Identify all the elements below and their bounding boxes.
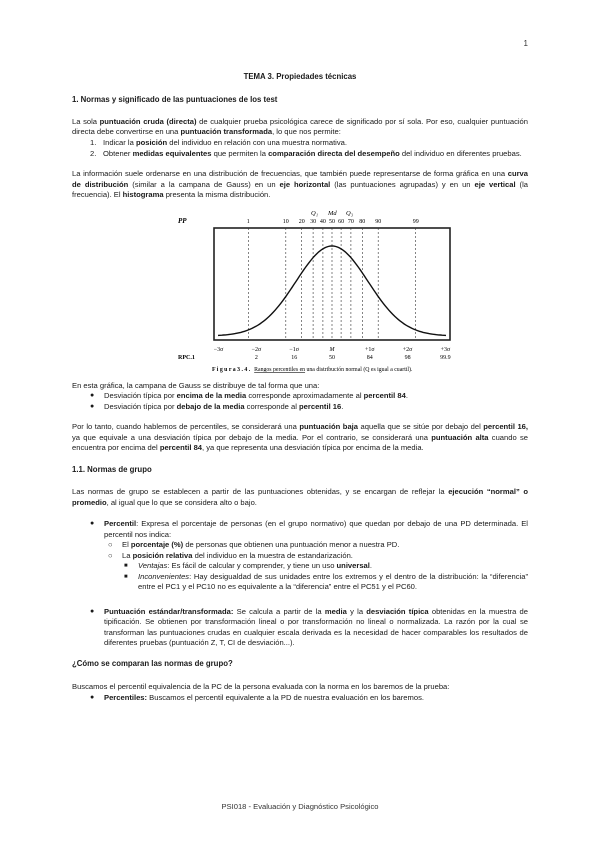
page-footer: PSI018 - Evaluación y Diagnóstico Psicológico (221, 802, 379, 811)
paragraph-puntuacion-cruda: La sola puntuación cruda (directa) de cualquier prueba psicológica carece de significado por sí sola. Por eso, cualquier puntuación directa debe convertirse en una puntuación transformada, lo que nos permite: (72, 116, 528, 136)
section-heading-normas-grupo: 1.1. Normas de grupo (72, 464, 152, 474)
sub-sub-list (124, 561, 528, 592)
percentile-tick-label: 70 (347, 218, 354, 225)
percentile-tick-label: 90 (375, 218, 382, 225)
sigma-label: −3σ (213, 346, 224, 353)
percentile-tick-label: 10 (282, 218, 289, 225)
paragraph-normas-grupo: Las normas de grupo se establecen a partir de las puntuaciones obtenidas, y se encargan de reflejar la ejecución “normal” o promedio, al igual que lo que se considera alto o bajo. (72, 487, 528, 507)
normal-curve-figure (174, 208, 494, 373)
bullet-list-desviacion (90, 391, 528, 412)
percentile-tick-label: 20 (298, 218, 305, 225)
rpc-value: 2 (254, 354, 258, 361)
percentile-tick-label: 40 (319, 218, 326, 225)
sigma-label: +1σ (364, 346, 375, 353)
list-item: 1. Indicar la posición del individuo en relación con una muestra normativa. (90, 138, 347, 148)
document-title: TEMA 3. Propiedades técnicas (243, 72, 357, 81)
sigma-label: +3σ (440, 346, 451, 353)
bullet-percentiles: ● Percentiles: Buscamos el percentil equivalente a la PD de nuestra evaluación en los baremos. (90, 692, 424, 702)
rpc-value: 50 (329, 354, 335, 361)
percentile-tick-label: 30 (310, 218, 317, 225)
q1-label: Q₁ (311, 209, 318, 217)
paragraph-percentiles: Por lo tanto, cuando hablemos de percentiles, se considerará una puntuación baja aquella que se sitúe por debajo del percentil 16, ya que equivale a una desviación típica por debajo de la media. Por el contrario, se considerará una puntuación alta cuando se encuentra por encima del percentil 84, ya que representa una desviación típica por encima de la media. (72, 422, 529, 453)
numbered-list (90, 138, 528, 159)
page-number: 1 (523, 39, 528, 48)
percentile-tick-label: 50 (329, 218, 335, 225)
rpc-value: 98 (404, 354, 411, 361)
rpc-value: 16 (291, 354, 298, 361)
section-heading-normas: 1. Normas y significado de las puntuaciones de los test (72, 94, 278, 104)
paragraph-campana: En esta gráfica, la campana de Gauss se distribuye de tal forma que una: (72, 380, 320, 390)
bullet-percentil: ● Percentil: Expresa el porcentaje de personas (en el grupo normativo) que quedan por debajo de una PD determinada. El percentil nos indica: (90, 519, 528, 539)
list-item: ● Desviación típica por debajo de la media corresponde al percentil 16. (90, 401, 344, 411)
sigma-label: +2σ (402, 346, 413, 353)
list-item: ○ La posición relativa del individuo en la muestra de estandarización. (108, 550, 353, 560)
list-item: ■ Inconvenientes: Hay desigualdad de sus unidades entre los extremos y el dentro de la distribución: la “diferencia” entre el PC1 y el PC10 no es equivalente a la “diferencia” entre el PC51 y el PC60. (124, 571, 528, 592)
bullet-puntuacion-estandar: ● Puntuación estándar/transformada: Se calcula a partir de la media y la desviación típica obtenidas en la muestra de tipificación. Se obtienen por transformación lineal o por transformación no lineal o normalizada. La razón por la cual se transforman las puntuaciones crudas en cualquier escala derivada es la necesidad de hacer comparables los resultados de diferentes pruebas (puntuación Z, T, CI de desviación...). (90, 606, 528, 647)
sigma-label: M (329, 346, 335, 353)
figure-caption: F i g u r a 3 . 4 . Rangos percentiles en una distribución normal (Q es igual a cuartil). (212, 366, 413, 373)
rpc-value: 84 (366, 354, 373, 361)
normal-curve-svg (174, 208, 494, 373)
list-item: 2. Obtener medidas equivalentes que permiten la comparación directa del desempeño del individuo en diferentes pruebas. (90, 148, 522, 158)
percentile-tick-label: 60 (338, 218, 345, 225)
md-label: Md (328, 209, 337, 217)
pp-label: PP (178, 216, 187, 225)
percentile-tick-label: 99 (412, 218, 419, 225)
sigma-label: −1σ (289, 346, 300, 353)
rpc-value: 99.9 (440, 354, 451, 361)
list-item: ○ El porcentaje (%) de personas que obtienen una puntuación menor a nuestra PD. (108, 540, 400, 550)
q3-label: Q₃ (346, 209, 353, 217)
sigma-label: −2σ (251, 346, 262, 353)
percentile-tick-label: 1 (246, 218, 250, 225)
section-heading-comparan: ¿Cómo se comparan las normas de grupo? (72, 659, 233, 669)
list-item: ● Desviación típica por encima de la media corresponde aproximadamente al percentil 84. (90, 391, 408, 401)
rpc-label: RPC.1 (178, 354, 195, 361)
percentile-tick-label: 80 (359, 218, 366, 225)
paragraph-distribucion: La información suele ordenarse en una distribución de frecuencias, que también puede representarse de forma gráfica en una curva de distribución (similar a la campana de Gauss) en un eje horizontal (las puntuaciones agrupadas) y en un eje vertical (la frecuencia). El histograma presenta la misma distribución. (72, 169, 528, 200)
document-body (72, 72, 528, 714)
sub-list-percentil (108, 540, 528, 561)
list-item: ■ Ventajas: Es fácil de calcular y comprender, y tiene un uso universal. (124, 561, 373, 571)
paragraph-comparan: Buscamos el percentil equivalencia de la PC de la persona evaluada con la norma en los baremos de la prueba: (72, 682, 450, 692)
